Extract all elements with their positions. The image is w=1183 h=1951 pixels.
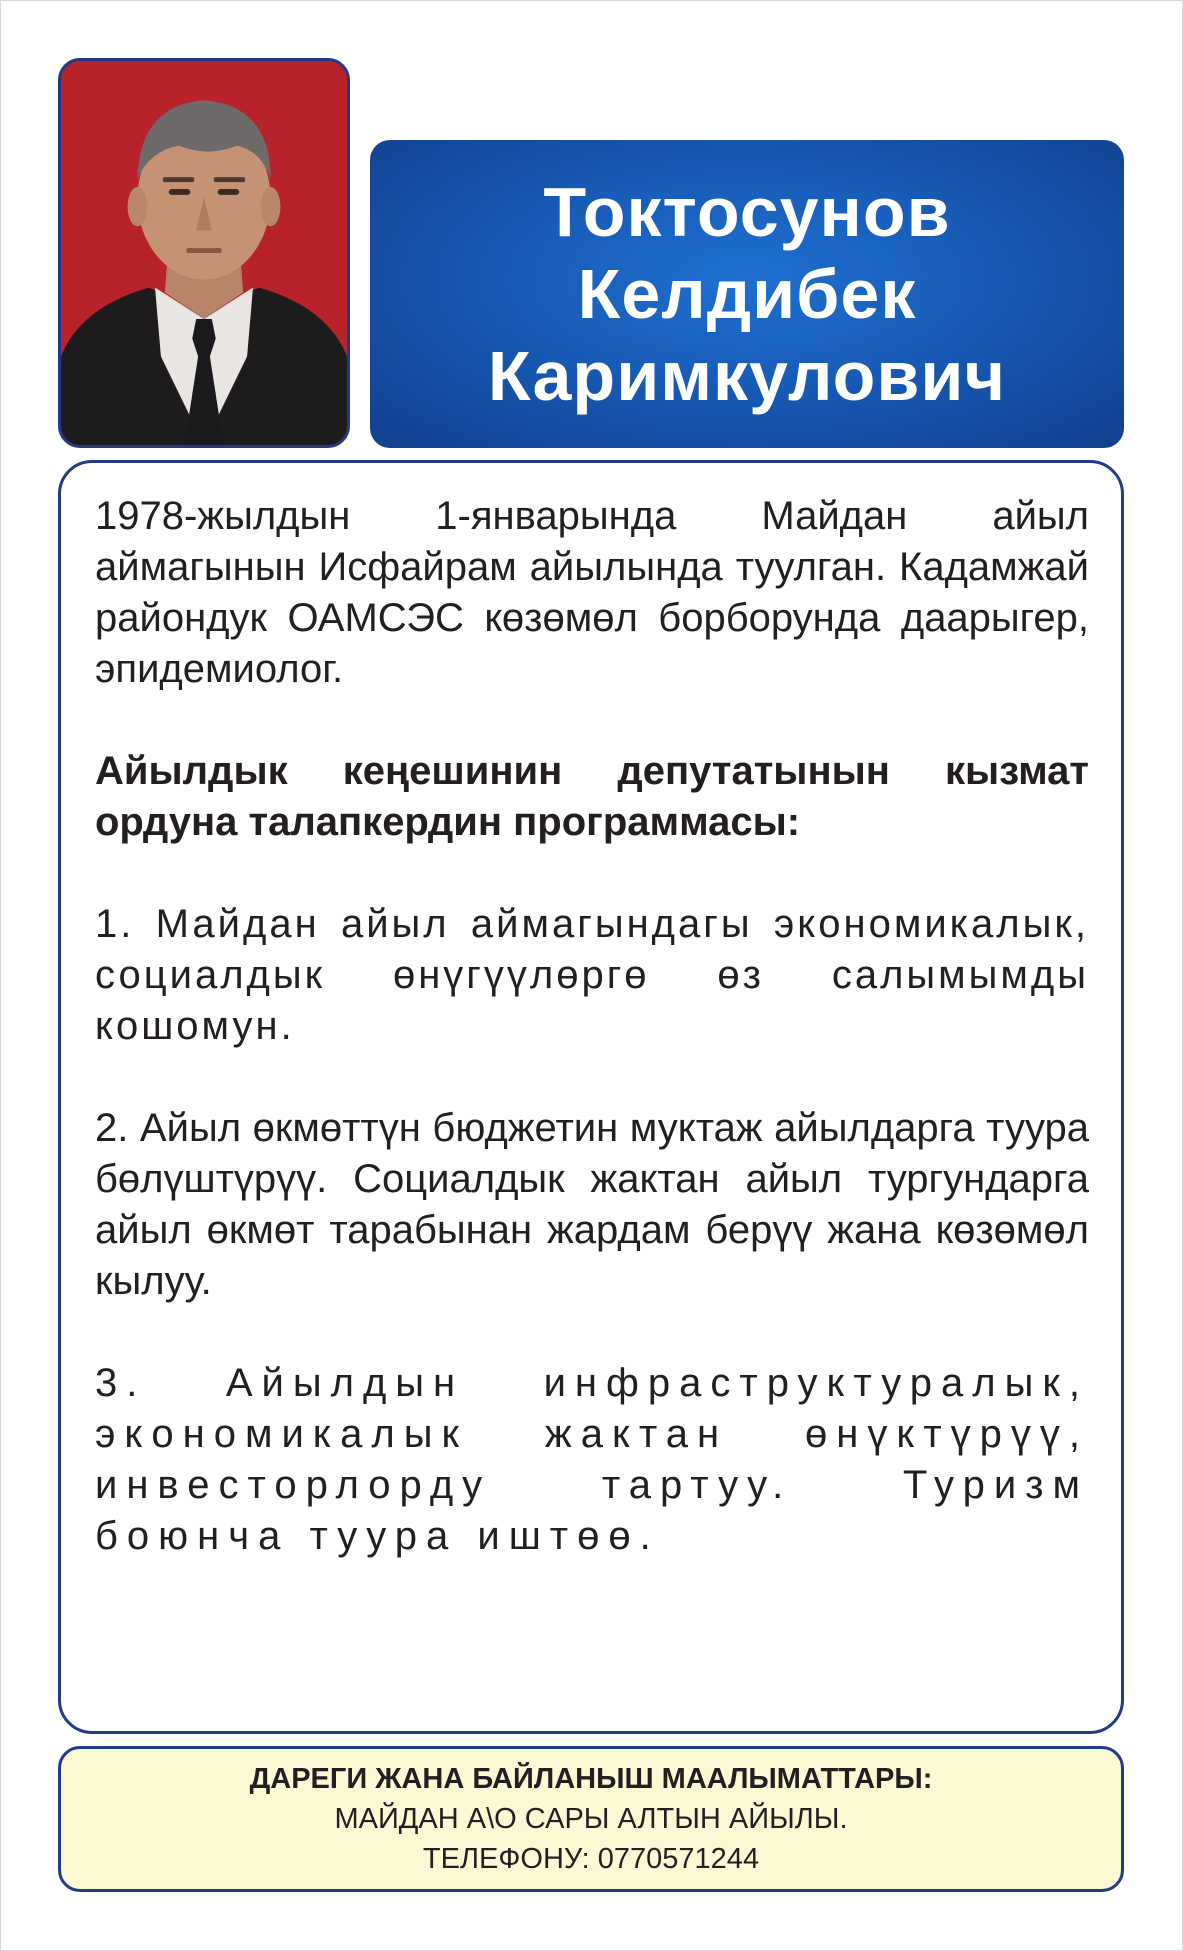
- name-patronymic: Каримкулович: [487, 337, 1007, 415]
- candidate-name-banner: [370, 140, 1124, 448]
- contact-phone: ТЕЛЕФОНУ: 0770571244: [422, 1843, 760, 1875]
- program-item-1: 1. Майдан айыл аймагындагы экономикалык, социалдык өнүгүүлөргө өз салымымды кошомун.: [95, 902, 1089, 1048]
- program-item-2: 2. Айыл өкмөттүн бюджетин муктаж айылдарга туура бөлүштүрүү. Социалдык жактан айыл тургундарга айыл өкмөт тарабынан жардам берүү жана көзөмөл кылуу.: [95, 1106, 1089, 1303]
- program-heading: Айылдык кеңешинин депутатынын кызмат ордуна талапкердин программасы:: [95, 749, 1089, 844]
- contact-title: ДАРЕГИ ЖАНА БАЙЛАНЫШ МААЛЫМАТТАРЫ:: [249, 1763, 933, 1795]
- candidate-photo: [58, 58, 350, 448]
- name-surname: Токтосунов: [543, 173, 951, 251]
- biography-panel: [58, 460, 1124, 1734]
- contact-panel: [58, 1746, 1124, 1892]
- contact-address: МАЙДАН А\О САРЫ АЛТЫН АЙЫЛЫ.: [334, 1803, 848, 1835]
- program-item-3: 3. Айылдын инфраструктуралык, экономикалык жактан өнүктүрүү, инвесторлорду тартуу. Туризм боюнча туура иштөө.: [95, 1361, 1089, 1558]
- bio-intro: 1978-жылдын 1-январында Майдан айыл аймагынын Исфайрам айылында туулган. Кадамжай райондук ОАМСЭС көзөмөл борборунда даарыгер, эпидемиолог.: [95, 494, 1089, 691]
- name-given: Келдибек: [577, 255, 917, 333]
